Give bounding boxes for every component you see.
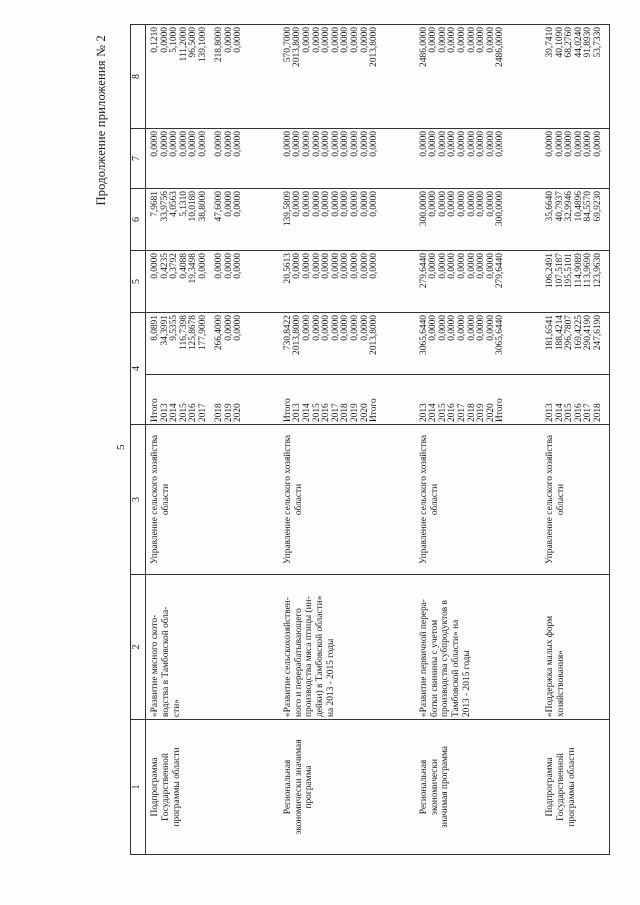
cell-local: 0,0000 — [593, 131, 603, 157]
column-total — [505, 313, 603, 375]
column-other — [146, 25, 243, 129]
cell-regional: 0,0000 — [340, 191, 351, 217]
program-executor: Управление сельского хозяйства области — [505, 425, 603, 575]
cell-regional: 0,0000 — [330, 191, 341, 217]
column-federal — [379, 251, 505, 313]
program-type: Подпрограмма Государственной программы области — [146, 720, 243, 855]
table-end-cell — [603, 25, 610, 129]
program-block — [243, 25, 379, 855]
program-name: «Развитие сельскохозяйствен- ного и перерабатывающего производства мяса птицы (ин- дейки) в Тамбовской области» на 2013 - 2015 годы — [243, 575, 379, 720]
cell-total: 116,7398 — [178, 315, 189, 350]
column-regional — [243, 189, 379, 251]
cell-year: 2016 — [188, 403, 199, 422]
cell-regional: 0,0000 — [359, 191, 370, 217]
cell-other: 0,0000 — [159, 27, 170, 53]
cell-federal: 0,0000 — [233, 253, 244, 279]
cell-regional: 47,6000 — [213, 191, 224, 222]
cell-local: 0,0000 — [476, 131, 487, 157]
cell-local: 0,0000 — [169, 131, 180, 157]
cell-federal: 20,5613 — [282, 253, 293, 284]
cell-regional: 84,5570 — [583, 191, 594, 222]
cell-federal: 107,5187 — [554, 253, 565, 289]
cell-local: 0,0000 — [330, 131, 341, 157]
cell-total: 247,6190 — [593, 315, 603, 351]
cell-federal: 19,3498 — [188, 253, 199, 284]
cell-total: 34,3991 — [159, 315, 170, 346]
program-name: «Развитие первичной перера- ботки свинины с учетом производства субпродуктов в Тамбовской области» на 2013 - 2015 годы — [379, 575, 505, 720]
cell-total: 290,4190 — [583, 315, 594, 351]
cell-year: 2014 — [301, 403, 312, 422]
cell-total: 0,0000 — [485, 315, 496, 341]
cell-other: 0,0000 — [223, 27, 234, 53]
column-year — [243, 375, 379, 425]
header-col-6: 6 — [131, 189, 146, 251]
cell-other: 111,2000 — [178, 27, 189, 62]
cell-total: 0,0000 — [428, 315, 439, 341]
cell-local: 0,0000 — [495, 131, 506, 157]
table-end-cell — [603, 425, 610, 575]
cell-other: 53,7330 — [593, 27, 603, 58]
column-year — [379, 375, 505, 425]
cell-regional: 0,0000 — [437, 191, 448, 217]
cell-federal: 123,9630 — [593, 253, 603, 289]
header-col-1: 1 — [131, 720, 146, 855]
cell-total: 0,0000 — [437, 315, 448, 341]
cell-regional: 300,0000 — [495, 191, 506, 227]
cell-year: 2018 — [213, 403, 224, 422]
header-col-8: 8 — [131, 25, 146, 129]
cell-total: 8,0891 — [150, 315, 160, 341]
header-row — [131, 25, 146, 855]
table-end-cell — [603, 375, 610, 425]
cell-total: 0,0000 — [340, 315, 351, 341]
cell-federal: 0,0000 — [213, 253, 224, 279]
cell-federal: 279,6440 — [495, 253, 506, 289]
cell-federal: 106,2491 — [545, 253, 556, 289]
cell-local: 0,0000 — [437, 131, 448, 157]
cell-year: 2016 — [573, 403, 584, 422]
cell-federal: 0,0000 — [223, 253, 234, 279]
cell-federal: 0,0000 — [197, 253, 208, 279]
cell-other: 0,0000 — [359, 27, 370, 53]
header-col-4: 4 — [131, 313, 146, 425]
program-block — [379, 25, 505, 855]
cell-other: 96,5000 — [188, 27, 199, 58]
cell-regional: 0,0000 — [321, 191, 332, 217]
cell-other: 0,0000 — [476, 27, 487, 53]
cell-federal: 0,0000 — [437, 253, 448, 279]
cell-local: 0,0000 — [428, 131, 439, 157]
cell-regional: 40,7937 — [554, 191, 565, 222]
program-name: «Развитие мясного ското- водства в Тамбовской обла- сти» — [146, 575, 243, 720]
cell-regional: 32,9946 — [564, 191, 575, 222]
cell-other: 0,0000 — [447, 27, 458, 53]
cell-local: 0,0000 — [321, 131, 332, 157]
cell-other: 0,0000 — [311, 27, 322, 53]
cell-total: 0,0000 — [359, 315, 370, 341]
cell-total: 0,0000 — [233, 315, 244, 341]
cell-regional: 0,0000 — [301, 191, 312, 217]
cell-regional: 33,9756 — [159, 191, 170, 222]
cell-year: 2016 — [321, 403, 332, 422]
cell-local: 0,0000 — [573, 131, 584, 157]
cell-total: 188,4214 — [554, 315, 565, 351]
cell-year: 2018 — [466, 403, 477, 422]
cell-other: 5,1000 — [169, 27, 180, 53]
cell-federal: 0,4235 — [159, 253, 170, 279]
cell-year: 2017 — [197, 403, 208, 422]
cell-federal: 114,9089 — [573, 253, 584, 288]
cell-total: 3065,6440 — [495, 315, 506, 355]
cell-year: 2014 — [169, 403, 180, 422]
column-year — [146, 375, 243, 425]
header-col-3: 3 — [131, 425, 146, 575]
cell-total: 0,0000 — [223, 315, 234, 341]
cell-other: 139,1000 — [197, 27, 208, 63]
program-executor: Управление сельского хозяйства области — [146, 425, 243, 575]
cell-regional: 0,0000 — [223, 191, 234, 217]
table-end-cell — [603, 251, 610, 313]
cell-other: 2486,0000 — [495, 27, 506, 67]
column-local — [379, 129, 505, 189]
column-federal — [505, 251, 603, 313]
cell-other: 0,0000 — [466, 27, 477, 53]
header-col-2: 2 — [131, 575, 146, 720]
cell-federal: 0,0000 — [476, 253, 487, 279]
cell-local: 0,0000 — [197, 131, 208, 157]
table-end-cell — [603, 313, 610, 375]
column-federal — [243, 251, 379, 313]
cell-federal: 0,0000 — [457, 253, 468, 279]
cell-year: 2020 — [485, 403, 496, 422]
cell-federal: 0,0000 — [150, 253, 160, 279]
cell-regional: 0,0000 — [369, 191, 380, 217]
cell-other: 0,0000 — [330, 27, 341, 53]
cell-year: 2015 — [437, 403, 448, 422]
cell-regional: 10,4896 — [573, 191, 584, 222]
cell-federal: 195,5101 — [564, 253, 575, 289]
column-year — [505, 375, 603, 425]
cell-total: 266,4000 — [213, 315, 224, 351]
cell-total: 2013,8000 — [292, 315, 303, 355]
cell-total: 0,0000 — [311, 315, 322, 341]
cell-federal: 279,6440 — [418, 253, 429, 289]
cell-local: 0,0000 — [213, 131, 224, 157]
cell-federal: 0,0000 — [301, 253, 312, 279]
cell-local: 0,0000 — [349, 131, 360, 157]
cell-federal: 0,0000 — [428, 253, 439, 279]
cell-total: 177,9000 — [197, 315, 208, 351]
cell-other: 0,0000 — [428, 27, 439, 53]
cell-year: 2014 — [428, 403, 439, 422]
program-block — [146, 25, 243, 855]
cell-local: 0,0000 — [301, 131, 312, 157]
column-federal — [146, 251, 243, 313]
cell-other: 0,0000 — [301, 27, 312, 53]
cell-local: 0,0000 — [340, 131, 351, 157]
cell-local: 0,0000 — [545, 131, 556, 157]
cell-other: 68,2760 — [564, 27, 575, 58]
column-other — [379, 25, 505, 129]
cell-year: 2015 — [311, 403, 322, 422]
cell-regional: 0,0000 — [428, 191, 439, 217]
cell-local: 0,0000 — [223, 131, 234, 157]
cell-total: 169,4225 — [573, 315, 584, 351]
cell-regional: 69,9230 — [593, 191, 603, 222]
cell-total: 181,6541 — [545, 315, 556, 351]
program-executor: Управление сельского хозяйства области — [243, 425, 379, 575]
program-type: Региональная экономически значимая программа — [379, 720, 505, 855]
column-total — [243, 313, 379, 375]
column-local — [243, 129, 379, 189]
cell-other: 0,0000 — [233, 27, 244, 53]
cell-local: 0,0000 — [418, 131, 429, 157]
cell-federal: 0,0000 — [466, 253, 477, 279]
cell-other: 570,7000 — [282, 27, 293, 63]
cell-year: 2015 — [178, 403, 189, 422]
cell-regional: 0,0000 — [485, 191, 496, 217]
cell-other: 218,8000 — [213, 27, 224, 63]
cell-regional: 0,0000 — [311, 191, 322, 217]
cell-local: 0,0000 — [188, 131, 199, 157]
cell-other: 0,0000 — [437, 27, 448, 53]
cell-total: 296,7807 — [564, 315, 575, 351]
table-body — [146, 25, 610, 855]
column-local — [146, 129, 243, 189]
cell-local: 0,0000 — [233, 131, 244, 157]
header-col-7: 7 — [131, 129, 146, 189]
cell-federal: 0,0000 — [340, 253, 351, 279]
cell-federal: 0,0000 — [330, 253, 341, 279]
cell-other: 2486,0000 — [418, 27, 429, 67]
cell-federal: 0,0000 — [321, 253, 332, 279]
cell-local: 0,0000 — [369, 131, 380, 157]
program-executor: Управление сельского хозяйства области — [379, 425, 505, 575]
cell-federal: 0,3792 — [169, 253, 180, 279]
cell-local: 0,0000 — [447, 131, 458, 157]
program-table — [130, 24, 610, 855]
cell-total: 0,0000 — [447, 315, 458, 341]
column-regional — [379, 189, 505, 251]
cell-local: 0,0000 — [554, 131, 565, 157]
cell-year: Итого — [495, 398, 506, 422]
cell-year: 2013 — [159, 403, 170, 422]
cell-total: 0,0000 — [476, 315, 487, 341]
cell-federal: 113,9690 — [583, 253, 594, 288]
cell-year: 2014 — [554, 403, 565, 422]
column-total — [379, 313, 505, 375]
cell-other: 0,0000 — [321, 27, 332, 53]
cell-other: 91,8930 — [583, 27, 594, 58]
cell-year: 2017 — [583, 403, 594, 422]
cell-year: 2020 — [359, 403, 370, 422]
cell-federal: 0,0000 — [447, 253, 458, 279]
cell-regional: 0,0000 — [476, 191, 487, 217]
cell-federal: 0,0000 — [349, 253, 360, 279]
cell-total: 0,0000 — [330, 315, 341, 341]
cell-other: 0,0000 — [485, 27, 496, 53]
cell-federal: 0,0000 — [292, 253, 303, 279]
appendix-caption: Продолжение приложения № 2 — [94, 35, 108, 206]
cell-regional: 0,0000 — [466, 191, 477, 217]
cell-regional: 300,0000 — [418, 191, 429, 227]
cell-regional: 0,0000 — [349, 191, 360, 217]
rotated-page — [90, 25, 640, 855]
cell-local: 0,0000 — [457, 131, 468, 157]
cell-other: 39,7410 — [545, 27, 556, 58]
column-other — [505, 25, 603, 129]
cell-year: 2013 — [545, 403, 556, 422]
cell-other: 2013,8000 — [292, 27, 303, 67]
cell-other: 0,1210 — [150, 27, 160, 53]
cell-other: 40,1090 — [554, 27, 565, 58]
cell-local: 0,0000 — [150, 131, 160, 157]
program-block — [505, 25, 603, 855]
cell-year: 2013 — [292, 403, 303, 422]
program-type: Подпрограмма Государственной программы области — [505, 720, 603, 855]
cell-regional: 38,8000 — [197, 191, 208, 222]
cell-year: 2019 — [223, 403, 234, 422]
cell-other: 0,0000 — [349, 27, 360, 53]
cell-total: 0,0000 — [349, 315, 360, 341]
cell-other: 0,0000 — [340, 27, 351, 53]
cell-total: 2013,8000 — [369, 315, 380, 355]
cell-year: 2017 — [457, 403, 468, 422]
cell-year: 2016 — [447, 403, 458, 422]
column-other — [243, 25, 379, 129]
cell-year: 2019 — [476, 403, 487, 422]
cell-regional: 5,1310 — [178, 191, 189, 217]
cell-regional: 0,0000 — [447, 191, 458, 217]
cell-local: 0,0000 — [159, 131, 170, 157]
cell-year: Итого — [150, 398, 160, 422]
cell-total: 0,0000 — [321, 315, 332, 341]
cell-local: 0,0000 — [485, 131, 496, 157]
cell-federal: 0,0000 — [485, 253, 496, 279]
program-type: Региональная экономически значимая программа — [243, 720, 379, 855]
cell-year: Итого — [282, 398, 293, 422]
cell-total: 0,0000 — [301, 315, 312, 341]
column-regional — [146, 189, 243, 251]
table-end-row — [603, 25, 610, 855]
cell-federal: 0,0000 — [369, 253, 380, 279]
cell-regional: 0,0000 — [233, 191, 244, 217]
cell-local: 0,0000 — [178, 131, 189, 157]
cell-local: 0,0000 — [583, 131, 594, 157]
cell-other: 2013,8000 — [369, 27, 380, 67]
cell-total: 0,0000 — [457, 315, 468, 341]
cell-local: 0,0000 — [359, 131, 370, 157]
cell-total: 9,5355 — [169, 315, 180, 341]
cell-regional: 0,0000 — [457, 191, 468, 217]
cell-regional: 4,0563 — [169, 191, 180, 217]
table-end-cell — [603, 575, 610, 720]
cell-total: 3065,6440 — [418, 315, 429, 355]
cell-regional: 10,0180 — [188, 191, 199, 222]
column-local — [505, 129, 603, 189]
cell-year: 2013 — [418, 403, 429, 422]
header-col-5: 5 — [131, 251, 146, 313]
cell-total: 730,8422 — [282, 315, 293, 351]
page-mark: 5 — [115, 444, 127, 450]
column-regional — [505, 189, 603, 251]
cell-regional: 35,6640 — [545, 191, 556, 222]
cell-regional: 0,0000 — [292, 191, 303, 217]
cell-other: 44,0240 — [573, 27, 584, 58]
cell-year: 2017 — [330, 403, 341, 422]
program-name: «Поддержка малых форм хозяйствования» — [505, 575, 603, 720]
cell-local: 0,0000 — [292, 131, 303, 157]
cell-local: 0,0000 — [564, 131, 575, 157]
cell-federal: 0,0000 — [311, 253, 322, 279]
cell-year: 2020 — [233, 403, 244, 422]
table-end-cell — [603, 129, 610, 189]
cell-year: 2018 — [340, 403, 351, 422]
cell-regional: 139,5809 — [282, 191, 293, 227]
cell-local: 0,0000 — [466, 131, 477, 157]
cell-year: 2018 — [593, 403, 603, 422]
cell-local: 0,0000 — [311, 131, 322, 157]
cell-federal: 0,4088 — [178, 253, 189, 279]
table-end-cell — [603, 189, 610, 251]
cell-year: 2015 — [564, 403, 575, 422]
cell-local: 0,0000 — [282, 131, 293, 157]
cell-year: Итого — [369, 398, 380, 422]
cell-other: 0,0000 — [457, 27, 468, 53]
cell-regional: 7,9681 — [150, 191, 160, 217]
cell-total: 125,8678 — [188, 315, 199, 351]
table-end-cell — [603, 720, 610, 855]
cell-year: 2019 — [349, 403, 360, 422]
cell-total: 0,0000 — [466, 315, 477, 341]
cell-federal: 0,0000 — [359, 253, 370, 279]
column-total — [146, 313, 243, 375]
